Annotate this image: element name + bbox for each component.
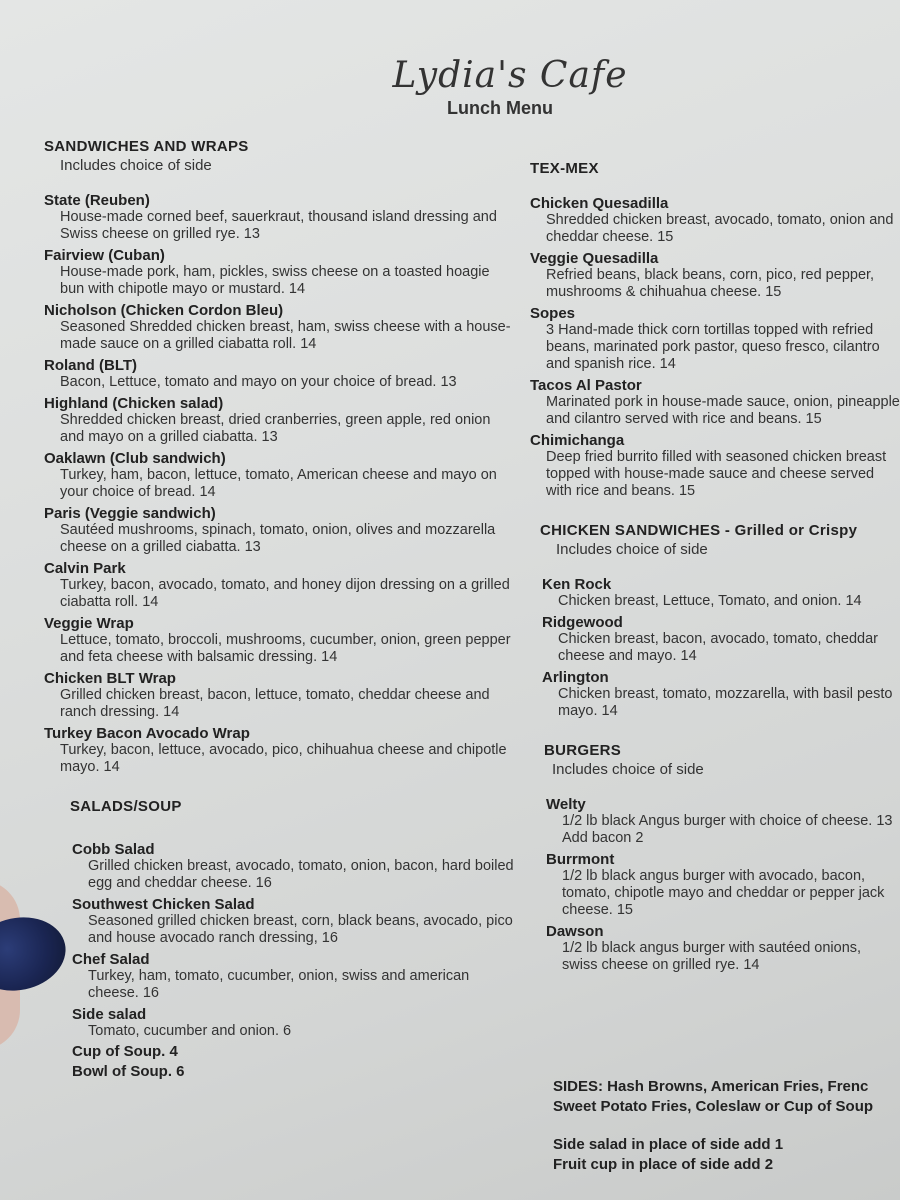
- menu-item: [44, 357, 514, 391]
- menu-item: [546, 851, 900, 919]
- menu-item: [542, 614, 900, 665]
- menu-item: [44, 302, 514, 353]
- menu-item: [530, 250, 900, 301]
- item-name: Oaklawn (Club sandwich): [44, 450, 226, 467]
- item-desc: House-made pork, ham, pickles, swiss cheese on a toasted hoagie bun with chipotle mayo or mustard. 14: [60, 264, 490, 297]
- sides-line-2: Sweet Potato Fries, Coleslaw or Cup of Soup: [553, 1098, 874, 1115]
- item-desc: Lettuce, tomato, broccoli, mushrooms, cucumber, onion, green pepper and feta cheese with balsamic dressing. 14: [60, 632, 511, 665]
- item-desc: Sautéed mushrooms, spinach, tomato, onion, olives and mozzarella cheese on a grilled ciabatta. 13: [60, 522, 496, 555]
- item-name: Cobb Salad: [72, 841, 155, 858]
- item-name: Dawson: [546, 923, 604, 940]
- menu-item: [530, 305, 900, 373]
- item-name: Paris (Veggie sandwich): [44, 505, 216, 522]
- menu-item: [44, 560, 514, 611]
- section-note-chicken: Includes choice of side: [556, 541, 708, 558]
- menu-item: [530, 432, 900, 500]
- menu-item: [542, 669, 900, 720]
- right-column: [530, 160, 900, 974]
- section-title-salads: SALADS/SOUP: [70, 798, 182, 815]
- item-desc: Tomato, cucumber and onion. 6: [88, 1023, 292, 1039]
- item-desc: Grilled chicken breast, bacon, lettuce, tomato, cheddar cheese and ranch dressing. 14: [60, 687, 490, 720]
- item-desc: Seasoned grilled chicken breast, corn, black beans, avocado, pico and house avocado ranch dressing, 16: [88, 913, 513, 946]
- menu-item: [72, 1006, 514, 1040]
- menu-item: [542, 576, 900, 610]
- item-name: Nicholson (Chicken Cordon Bleu): [44, 302, 284, 319]
- item-name: Chicken BLT Wrap: [44, 670, 176, 687]
- item-name: Ken Rock: [542, 576, 612, 593]
- item-name: Ridgewood: [542, 614, 623, 631]
- menu-item: [72, 896, 514, 947]
- section-note-burgers: Includes choice of side: [552, 761, 704, 778]
- item-desc: House-made corned beef, sauerkraut, thousand island dressing and Swiss cheese on grilled rye. 13: [60, 209, 497, 242]
- menu-title: Lunch Menu: [447, 98, 553, 118]
- item-name: Sopes: [530, 305, 576, 322]
- item-name: Highland (Chicken salad): [44, 395, 224, 412]
- menu-item: [546, 796, 900, 847]
- item-desc: 1/2 lb black Angus burger with choice of cheese. 13 Add bacon 2: [562, 813, 893, 846]
- menu-item: [44, 725, 514, 776]
- item-desc: Shredded chicken breast, dried cranberries, green apple, red onion and mayo on a grilled ciabatta. 13: [60, 412, 491, 445]
- menu-item: [72, 841, 514, 892]
- menu-item: [546, 923, 900, 974]
- item-name: Turkey Bacon Avocado Wrap: [44, 725, 250, 742]
- item-desc: Turkey, ham, bacon, lettuce, tomato, American cheese and mayo on your choice of bread. 14: [60, 467, 497, 500]
- item-name: Arlington: [542, 669, 609, 686]
- menu-item: [44, 247, 514, 298]
- item-name: Chimichanga: [530, 432, 625, 449]
- item-desc: Chicken breast, Lettuce, Tomato, and onion. 14: [558, 593, 862, 609]
- item-desc: Grilled chicken breast, avocado, tomato, onion, bacon, hard boiled egg and cheddar cheese. 16: [88, 858, 514, 891]
- menu-item: [530, 377, 900, 428]
- item-desc: Marinated pork in house-made sauce, onion, pineapple and cilantro served with rice and beans. 15: [546, 394, 900, 427]
- soup-bowl: Bowl of Soup. 6: [72, 1063, 185, 1080]
- section-title-chicken: CHICKEN SANDWICHES - Grilled or Crispy: [540, 522, 858, 539]
- item-desc: Chicken breast, tomato, mozzarella, with basil pesto mayo. 14: [558, 686, 893, 719]
- item-name: Burrmont: [546, 851, 615, 868]
- section-note-sandwiches: Includes choice of side: [60, 157, 212, 174]
- item-desc: Deep fried burrito filled with seasoned chicken breast topped with house-made sauce and cheese served with rice and beans. 15: [546, 449, 887, 499]
- menu-header: [0, 55, 900, 119]
- section-title-burgers: BURGERS: [544, 742, 622, 759]
- menu-item: [44, 505, 514, 556]
- item-name: Chef Salad: [72, 951, 150, 968]
- sides-section: [553, 1077, 900, 1175]
- item-desc: Bacon, Lettuce, tomato and mayo on your choice of bread. 13: [60, 374, 457, 390]
- item-desc: Shredded chicken breast, avocado, tomato, onion and cheddar cheese. 15: [546, 212, 894, 245]
- menu-item: [44, 450, 514, 501]
- sides-line-3: Side salad in place of side add 1: [553, 1136, 784, 1153]
- item-desc: Seasoned Shredded chicken breast, ham, swiss cheese with a house-made sauce on a grilled ciabatta roll. 14: [60, 319, 511, 352]
- item-name: Welty: [546, 796, 586, 813]
- menu-item: [72, 951, 514, 1002]
- item-desc: Turkey, bacon, avocado, tomato, and honey dijon dressing on a grilled ciabatta roll. 14: [60, 577, 510, 610]
- cafe-name: Lydia's Cafe: [392, 55, 628, 96]
- item-name: Southwest Chicken Salad: [72, 896, 255, 913]
- item-desc: 1/2 lb black angus burger with sautéed onions, swiss cheese on grilled rye. 14: [562, 940, 862, 973]
- menu-item: [44, 670, 514, 721]
- menu-item: [44, 615, 514, 666]
- item-desc: Turkey, ham, tomato, cucumber, onion, swiss and american cheese. 16: [88, 968, 470, 1001]
- menu-item: [44, 395, 514, 446]
- item-desc: 3 Hand-made thick corn tortillas topped with refried beans, marinated pork pastor, queso fresco, cilantro and spanish rice. 14: [546, 322, 880, 372]
- sides-line-1: SIDES: Hash Browns, American Fries, Frenc: [553, 1078, 869, 1095]
- item-desc: Refried beans, black beans, corn, pico, red pepper, mushrooms & chihuahua cheese. 15: [546, 267, 875, 300]
- item-name: Side salad: [72, 1006, 147, 1023]
- left-column: [44, 138, 514, 1080]
- item-desc: Chicken breast, bacon, avocado, tomato, cheddar cheese and mayo. 14: [558, 631, 878, 664]
- item-name: Roland (BLT): [44, 357, 138, 374]
- item-name: Calvin Park: [44, 560, 126, 577]
- item-name: Chicken Quesadilla: [530, 195, 669, 212]
- item-desc: Turkey, bacon, lettuce, avocado, pico, chihuahua cheese and chipotle mayo. 14: [60, 742, 507, 775]
- section-title-texmex: TEX-MEX: [530, 160, 599, 177]
- menu-item: [44, 192, 514, 243]
- item-name: Veggie Quesadilla: [530, 250, 659, 267]
- item-desc: 1/2 lb black angus burger with avocado, bacon, tomato, chipotle mayo and cheddar or pepper jack cheese. 15: [562, 868, 885, 918]
- item-name: Veggie Wrap: [44, 615, 134, 632]
- soup-cup: Cup of Soup. 4: [72, 1043, 178, 1060]
- menu-item: [530, 195, 900, 246]
- section-title-sandwiches: SANDWICHES AND WRAPS: [44, 138, 249, 155]
- sides-line-4: Fruit cup in place of side add 2: [553, 1156, 774, 1173]
- item-name: State (Reuben): [44, 192, 150, 209]
- item-name: Fairview (Cuban): [44, 247, 165, 264]
- item-name: Tacos Al Pastor: [530, 377, 642, 394]
